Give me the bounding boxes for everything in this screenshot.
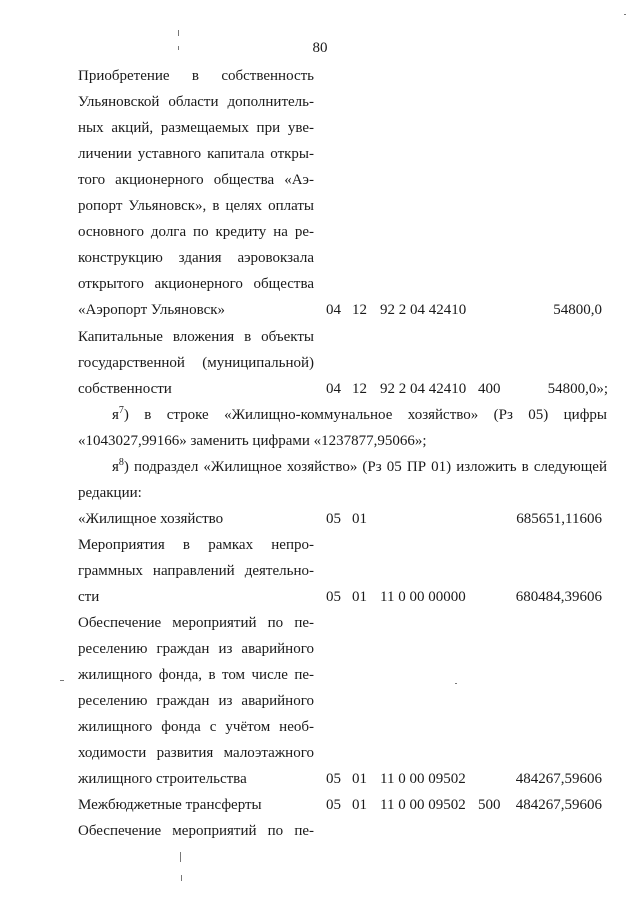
block1-line: открытого акционерного общества — [78, 276, 314, 292]
block5-line: реселению граждан из аварийного — [78, 693, 314, 709]
scan-speck — [180, 852, 181, 862]
block1-line: личении уставного капитала откры- — [78, 146, 314, 162]
block5-line: ходимости развития малоэтажного — [78, 745, 314, 761]
scan-speck — [181, 875, 182, 881]
item8-sup: 8 — [118, 457, 124, 468]
amount: 680484,39606 — [515, 589, 602, 605]
block4-line: граммных направлений деятельно- — [78, 563, 314, 579]
scan-speck — [455, 683, 457, 684]
rz-code: 05 — [326, 797, 341, 813]
block5-line: Обеспечение мероприятий по пе- — [78, 615, 314, 631]
item7-marker: я — [112, 407, 119, 423]
amount: 685651,11606 — [516, 511, 602, 527]
block1-line: конструкцию здания аэровокзала — [78, 250, 314, 266]
rz-code: 05 — [326, 511, 341, 527]
item8-text: ) подраздел «Жилищное хозяйство» (Рз 05 ПР 01) изложить в следующей — [123, 459, 607, 475]
block1-line: ропорт Ульяновск», в целях оплаты — [78, 198, 314, 214]
block5-line: жилищного фонда с учётом необ- — [78, 719, 314, 735]
rz-code: 05 — [326, 589, 341, 605]
item8-line2: редакции: — [78, 485, 142, 501]
scan-speck — [178, 30, 179, 36]
pr-code: 01 — [352, 511, 367, 527]
csr-code: 11 0 00 09502 — [380, 771, 466, 787]
rz-code: 04 — [326, 381, 341, 397]
item8-marker: я — [112, 459, 119, 475]
amount: 484267,59606 — [515, 771, 602, 787]
rz-code: 05 — [326, 771, 341, 787]
block1-line: Ульяновской области дополнитель- — [78, 94, 314, 110]
block1-line: того акционерного общества «Аэ- — [78, 172, 314, 188]
block5-line: реселению граждан из аварийного — [78, 641, 314, 657]
item8-line1 — [112, 457, 607, 477]
csr-code: 92 2 04 42410 — [380, 381, 467, 397]
pr-code: 01 — [352, 797, 367, 813]
amount: 484267,59606 — [515, 797, 602, 813]
scan-speck — [624, 14, 626, 15]
block3-line: «Жилищное хозяйство — [78, 511, 224, 527]
block1-line: «Аэропорт Ульяновск» — [78, 302, 226, 318]
block2-line: государственной (муниципальной) — [78, 355, 314, 371]
block2-line: Капитальные вложения в объекты — [78, 329, 314, 345]
pr-code: 12 — [352, 302, 367, 318]
block4-line: Мероприятия в рамках непро- — [78, 537, 314, 553]
block4-line: сти — [78, 589, 100, 605]
item7-text: ) в строке «Жилищно-коммунальное хозяйство» (Рз 05) цифры — [123, 407, 607, 423]
item7-sup: 7 — [118, 405, 124, 416]
csr-code: 92 2 04 42410 — [380, 302, 467, 318]
block2-line: собственности — [78, 381, 172, 397]
pr-code: 01 — [352, 771, 367, 787]
scan-speck — [178, 46, 179, 50]
block6-line: Межбюджетные трансферты — [78, 797, 262, 813]
vr-code: 500 — [478, 797, 501, 813]
scan-speck — [60, 680, 64, 681]
item7-line1 — [112, 405, 607, 425]
block1-line: основного долга по кредиту на ре- — [78, 224, 314, 240]
block5-line: жилищного строительства — [78, 771, 247, 787]
item7-line2: «1043027,99166» заменить цифрами «1237877,95066»; — [78, 433, 427, 449]
block1-line: ных акций, размещаемых при уве- — [78, 120, 314, 136]
csr-code: 11 0 00 00000 — [380, 589, 466, 605]
vr-code: 400 — [478, 381, 501, 397]
block1-line: Приобретение в собственность — [78, 68, 314, 84]
block5-line: жилищного фонда, в том числе пе- — [78, 667, 314, 683]
pr-code: 12 — [352, 381, 367, 397]
page-number: 80 — [312, 40, 328, 56]
amount: 54800,0»; — [547, 381, 608, 397]
amount: 54800,0 — [553, 302, 602, 318]
block7-line: Обеспечение мероприятий по пе- — [78, 823, 314, 839]
csr-code: 11 0 00 09502 — [380, 797, 466, 813]
rz-code: 04 — [326, 302, 341, 318]
pr-code: 01 — [352, 589, 367, 605]
